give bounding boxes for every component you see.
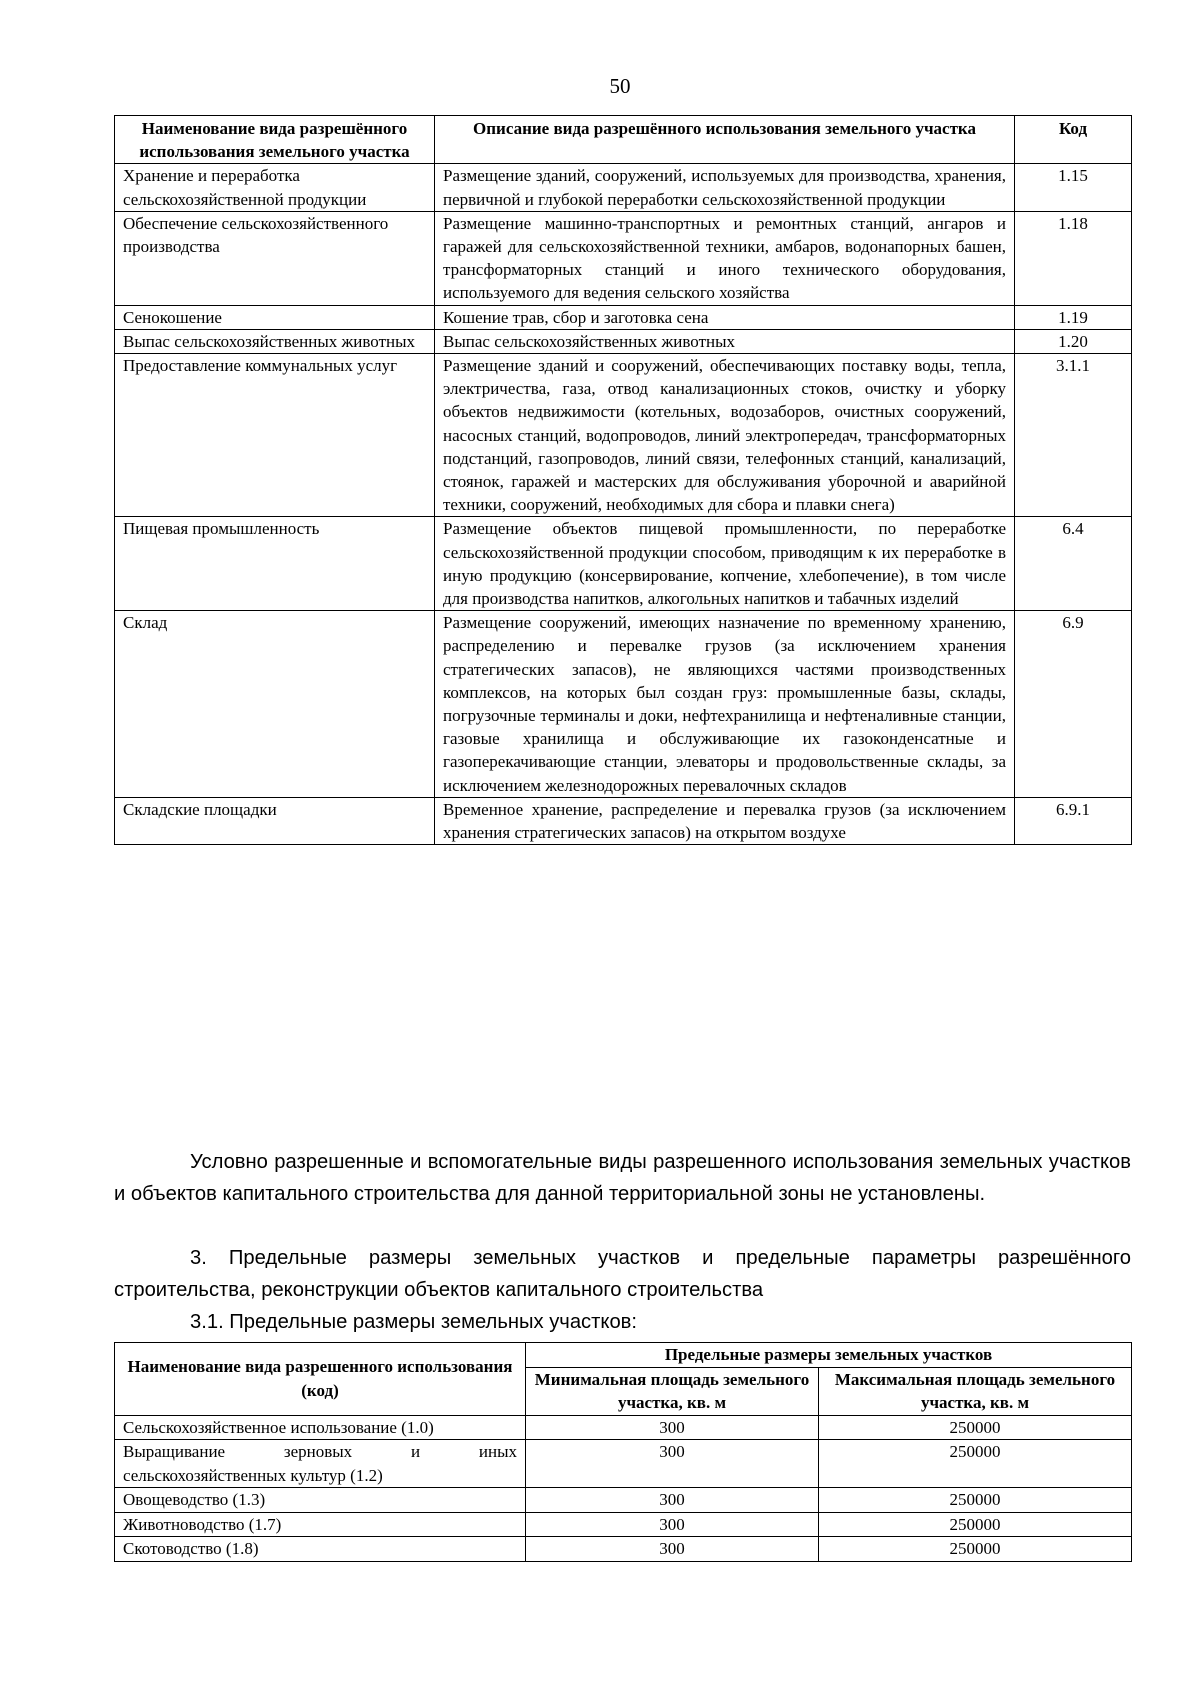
use-name: Склад [115, 611, 435, 798]
use-name: Сельскохозяйственное использование (1.0) [115, 1415, 526, 1440]
min-area: 300 [526, 1415, 819, 1440]
table-row [115, 354, 1132, 517]
min-area: 300 [526, 1488, 819, 1513]
use-name: Складские площадки [115, 797, 435, 844]
use-name: Овощеводство (1.3) [115, 1488, 526, 1513]
header-name: Наименование вида разрешённого использования земельного участка [115, 116, 435, 164]
use-code: 6.9 [1015, 611, 1132, 798]
use-description: Кошение трав, сбор и заготовка сена [435, 305, 1015, 329]
header-size-limits: Предельные размеры земельных участков [526, 1343, 1132, 1368]
use-code: 3.1.1 [1015, 354, 1132, 517]
table-row [115, 1440, 1132, 1488]
use-description: Размещение объектов пищевой промышленности, по переработке сельскохозяйственной продукции способом, приводящим к их переработке в иную продукцию (консервирование, копчение, хлебопечение), в том числе для производства напитков, алкогольных напитков и табачных изделий [435, 517, 1015, 611]
use-name: Сенокошение [115, 305, 435, 329]
max-area: 250000 [819, 1488, 1132, 1513]
plot-size-limits-table [114, 1342, 1132, 1562]
use-name: Пищевая промышленность [115, 517, 435, 611]
use-description: Размещение зданий и сооружений, обеспечивающих поставку воды, тепла, электричества, газа, отвод канализационных стоков, очистку и уборку объектов недвижимости (котельных, водозаборов, очистных сооружений, насосных станций, водопроводов, линий электропередач, трансформаторных подстанций, газопроводов, линий связи, телефонных станций, канализаций, стоянок, гаражей и мастерских для обслуживания уборочной и аварийной техники, сооружений, необходимых для сбора и плавки снега) [435, 354, 1015, 517]
header-use-name: Наименование вида разрешенного использования (код) [115, 1343, 526, 1416]
table-row [115, 1488, 1132, 1513]
page-number: 50 [609, 74, 631, 98]
use-description: Временное хранение, распределение и перевалка грузов (за исключением хранения стратегических запасов) на открытом воздухе [435, 797, 1015, 844]
table-row [115, 797, 1132, 844]
use-name: Скотоводство (1.8) [115, 1537, 526, 1562]
use-description: Размещение зданий, сооружений, используемых для производства, хранения, первичной и глубокой переработки сельскохозяйственной продукции [435, 164, 1015, 211]
min-area: 300 [526, 1537, 819, 1562]
header-code: Код [1015, 116, 1132, 164]
use-code: 6.4 [1015, 517, 1132, 611]
table-row [115, 611, 1132, 798]
use-description: Выпас сельскохозяйственных животных [435, 329, 1015, 353]
use-name: Хранение и переработка сельскохозяйственной продукции [115, 164, 435, 211]
max-area: 250000 [819, 1512, 1132, 1537]
table-row [115, 1512, 1132, 1537]
table-row [115, 305, 1132, 329]
table-row [115, 329, 1132, 353]
table-header-row [115, 1343, 1132, 1368]
min-area: 300 [526, 1440, 819, 1488]
use-code: 6.9.1 [1015, 797, 1132, 844]
min-area: 300 [526, 1512, 819, 1537]
max-area: 250000 [819, 1440, 1132, 1488]
header-description: Описание вида разрешённого использования земельного участка [435, 116, 1015, 164]
max-area: 250000 [819, 1415, 1132, 1440]
table-row [115, 1415, 1132, 1440]
table-row [115, 517, 1132, 611]
use-name: Обеспечение сельскохозяйственного производства [115, 211, 435, 305]
paragraph-conditional-uses: Условно разрешенные и вспомогательные виды разрешенного использования земельных участков и объектов капитального строительства для данной территориальной зоны не установлены. [114, 1151, 1131, 1205]
table-row [115, 164, 1132, 211]
permitted-use-table [114, 115, 1132, 845]
paragraph-section-3-1: 3.1. Предельные размеры земельных участков: [190, 1311, 638, 1333]
use-name: Выращивание зерновых и иных сельскохозяйственных культур (1.2) [115, 1440, 526, 1488]
use-name: Выпас сельскохозяйственных животных [115, 329, 435, 353]
use-code: 1.19 [1015, 305, 1132, 329]
use-description: Размещение машинно-транспортных и ремонтных станций, ангаров и гаражей для сельскохозяйственной техники, амбаров, водонапорных башен, трансформаторных станций и иного технического оборудования, используемого для ведения сельского хозяйства [435, 211, 1015, 305]
table-header-row [115, 116, 1132, 164]
use-code: 1.15 [1015, 164, 1132, 211]
table-row [115, 1537, 1132, 1562]
use-name: Предоставление коммунальных услуг [115, 354, 435, 517]
header-min-area: Минимальная площадь земельного участка, кв. м [526, 1367, 819, 1415]
use-code: 1.20 [1015, 329, 1132, 353]
header-max-area: Максимальная площадь земельного участка, кв. м [819, 1367, 1132, 1415]
use-name: Животноводство (1.7) [115, 1512, 526, 1537]
paragraph-section-3: 3. Предельные размеры земельных участков и предельные параметры разрешённого строительства, реконструкции объектов капитального строительства [114, 1247, 1131, 1301]
table-row [115, 211, 1132, 305]
max-area: 250000 [819, 1537, 1132, 1562]
use-description: Размещение сооружений, имеющих назначение по временному хранению, распределению и перевалке грузов (за исключением хранения стратегических запасов), не являющихся частями производственных комплексов, на которых был создан груз: промышленные базы, склады, погрузочные терминалы и доки, нефтехранилища и нефтеналивные станции, газовые хранилища и обслуживающие их газоконденсатные и газоперекачивающие станции, элеваторы и продовольственные склады, за исключением железнодорожных перевалочных складов [435, 611, 1015, 798]
use-code: 1.18 [1015, 211, 1132, 305]
